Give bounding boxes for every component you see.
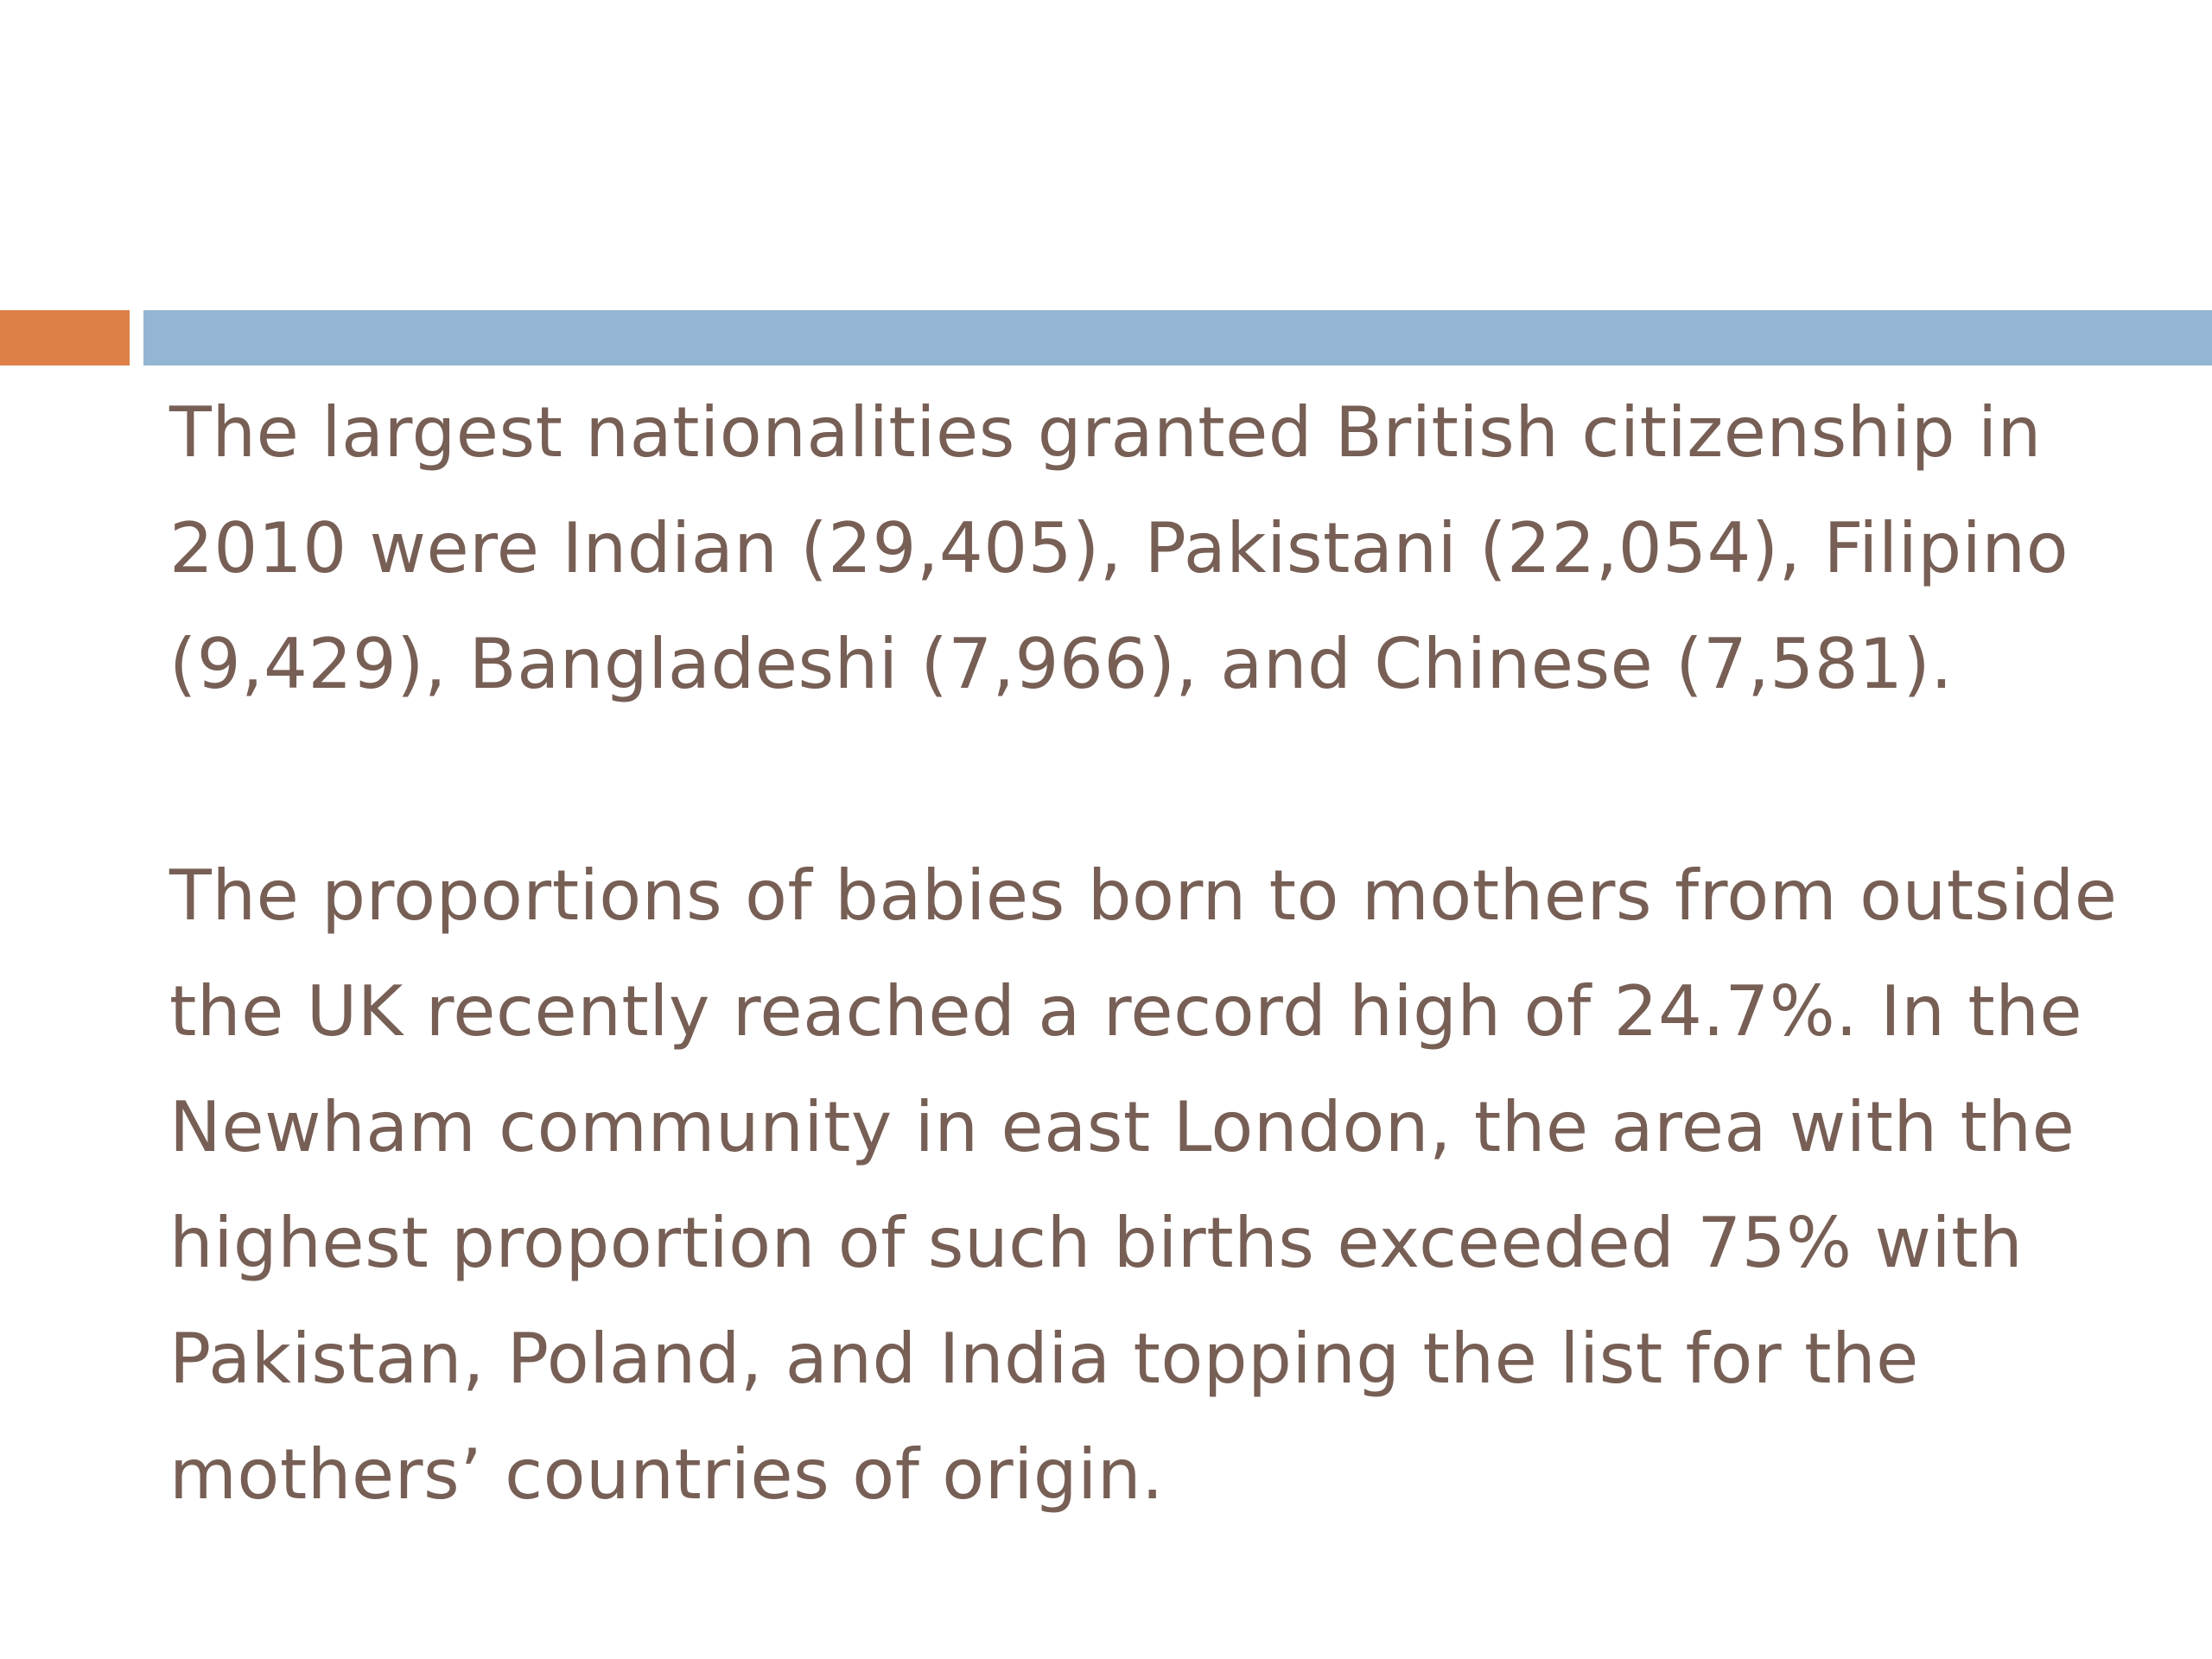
- slide-body: [169, 375, 2157, 1533]
- accent-bar-blue: [143, 310, 2212, 365]
- paragraph-citizenship: The largest nationalities granted British citizenship in 2010 were Indian (29,405), Pakistani (22,054), Filipino (9,429), Bangladeshi (7,966), and Chinese (7,581).: [169, 392, 2069, 704]
- accent-bar-orange: [0, 310, 130, 365]
- paragraph-births: The proportions of babies born to mothers from outside the UK recently reached a record high of 24.7%. In the Newham community in east London, the area with the highest proportion of such births exceeded 75% with Pakistan, Poland, and India topping the list for the mothers’ countries of origin.: [169, 855, 2118, 1515]
